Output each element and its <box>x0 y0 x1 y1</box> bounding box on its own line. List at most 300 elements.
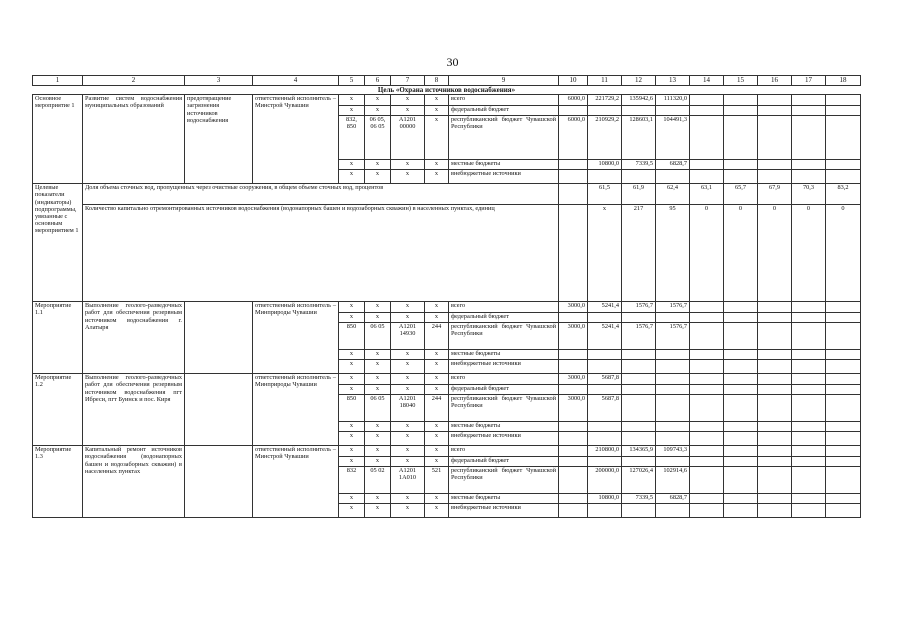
code-section: 06 05 <box>365 323 391 350</box>
funding-value: 10800,0 <box>588 160 622 170</box>
funding-value <box>724 95 758 106</box>
code-type: 521 <box>425 467 449 494</box>
code-grbs: x <box>339 457 365 467</box>
funding-value <box>690 106 724 116</box>
code-section: 06 05 <box>365 395 391 422</box>
code-type: x <box>425 95 449 106</box>
funding-value <box>792 160 826 170</box>
code-section: x <box>365 106 391 116</box>
funding-source: местные бюджеты <box>449 494 559 504</box>
funding-value <box>826 494 861 504</box>
funding-value <box>690 457 724 467</box>
funding-value: 5687,8 <box>588 395 622 422</box>
funding-value <box>826 106 861 116</box>
funding-value <box>559 467 588 494</box>
code-grbs: x <box>339 350 365 360</box>
funding-value: 3000,0 <box>559 395 588 422</box>
funding-source: федеральный бюджет <box>449 457 559 467</box>
code-target: x <box>391 385 425 395</box>
activity-label: Мероприятие 1.3 <box>33 446 83 518</box>
funding-source: внебюджетные источники <box>449 432 559 446</box>
funding-value: 210929,2 <box>588 116 622 160</box>
code-type: x <box>425 457 449 467</box>
column-number: 1 <box>33 76 83 86</box>
activity-purpose: предотвращение загрязнения источников водоснабжения <box>185 95 253 184</box>
column-number: 13 <box>656 76 690 86</box>
funding-value <box>559 494 588 504</box>
column-number: 16 <box>758 76 792 86</box>
funding-value <box>724 302 758 313</box>
code-grbs: x <box>339 494 365 504</box>
funding-value <box>724 395 758 422</box>
funding-value <box>758 385 792 395</box>
funding-value <box>826 432 861 446</box>
column-number: 18 <box>826 76 861 86</box>
activity-executor: ответственный исполнитель – Минстрой Чувашии <box>253 95 339 184</box>
funding-source: республиканский бюджет Чувашской Республики <box>449 467 559 494</box>
funding-value <box>758 302 792 313</box>
code-section: x <box>365 504 391 518</box>
code-grbs: 832, 850 <box>339 116 365 160</box>
code-grbs: x <box>339 432 365 446</box>
funding-value <box>826 313 861 323</box>
funding-value: 7339,5 <box>622 494 656 504</box>
funding-value: 1576,7 <box>622 302 656 313</box>
code-grbs: x <box>339 170 365 184</box>
indicator-value: 83,2 <box>826 184 861 205</box>
funding-value <box>758 313 792 323</box>
code-type: x <box>425 313 449 323</box>
activity-executor: ответственный исполнитель – Минприроды Чувашии <box>253 302 339 374</box>
funding-value: 5241,4 <box>588 302 622 313</box>
funding-value <box>724 116 758 160</box>
funding-value: 5687,8 <box>588 374 622 385</box>
code-section: x <box>365 494 391 504</box>
funding-value <box>656 170 690 184</box>
funding-value: 3000,0 <box>559 374 588 385</box>
code-target: x <box>391 494 425 504</box>
indicator-value: 217 <box>622 205 656 302</box>
code-grbs: x <box>339 313 365 323</box>
funding-value <box>724 374 758 385</box>
funding-value: 1576,7 <box>622 323 656 350</box>
budget-row <box>33 302 861 313</box>
funding-value <box>758 170 792 184</box>
funding-value <box>724 467 758 494</box>
activity-label: Мероприятие 1.2 <box>33 374 83 446</box>
code-type: x <box>425 422 449 432</box>
funding-value <box>656 432 690 446</box>
code-grbs: x <box>339 360 365 374</box>
funding-value <box>656 422 690 432</box>
indicator-value: 70,3 <box>792 184 826 205</box>
funding-value: 1576,7 <box>656 302 690 313</box>
code-section: x <box>365 432 391 446</box>
code-target: A1201 14930 <box>391 323 425 350</box>
budget-row <box>33 95 861 106</box>
code-type: 244 <box>425 395 449 422</box>
activity-executor: ответственный исполнитель – Минприроды Чувашии <box>253 374 339 446</box>
funding-value <box>758 350 792 360</box>
funding-value <box>826 395 861 422</box>
funding-value <box>792 457 826 467</box>
code-type: 244 <box>425 323 449 350</box>
activity-name: Развитие систем водоснабжения муниципальных образований <box>83 95 185 184</box>
code-target: x <box>391 350 425 360</box>
funding-value <box>758 374 792 385</box>
code-section: x <box>365 422 391 432</box>
code-type: x <box>425 360 449 374</box>
funding-value <box>588 313 622 323</box>
funding-value <box>690 432 724 446</box>
funding-value <box>690 504 724 518</box>
funding-source: всего <box>449 302 559 313</box>
column-number: 14 <box>690 76 724 86</box>
funding-value <box>656 395 690 422</box>
funding-value <box>758 106 792 116</box>
indicator-text: Доля объема сточных вод, пропущенных через очистные сооружения, в общем объеме сточных вод, процентов <box>83 184 559 205</box>
column-number: 11 <box>588 76 622 86</box>
column-number: 15 <box>724 76 758 86</box>
header-row <box>33 76 861 86</box>
funding-value <box>690 116 724 160</box>
funding-value <box>826 422 861 432</box>
code-type: x <box>425 116 449 160</box>
funding-value <box>559 360 588 374</box>
funding-value <box>588 385 622 395</box>
goal-row <box>33 86 861 95</box>
code-target: x <box>391 457 425 467</box>
code-section: x <box>365 160 391 170</box>
code-type: x <box>425 504 449 518</box>
activity-label: Основное мероприятие 1 <box>33 95 83 184</box>
funding-value <box>792 494 826 504</box>
funding-value <box>690 385 724 395</box>
funding-value <box>758 457 792 467</box>
code-grbs: 850 <box>339 395 365 422</box>
code-grbs: x <box>339 95 365 106</box>
funding-value <box>588 432 622 446</box>
funding-value <box>826 170 861 184</box>
funding-value <box>622 106 656 116</box>
funding-value <box>690 323 724 350</box>
indicator-value: 0 <box>690 205 724 302</box>
funding-value <box>724 350 758 360</box>
funding-value <box>792 302 826 313</box>
funding-value <box>656 385 690 395</box>
funding-value <box>724 360 758 374</box>
code-grbs: x <box>339 385 365 395</box>
funding-value <box>559 457 588 467</box>
indicator-value: 65,7 <box>724 184 758 205</box>
funding-value <box>826 116 861 160</box>
code-section: x <box>365 350 391 360</box>
funding-value: 6000,0 <box>559 116 588 160</box>
indicator-value: 67,9 <box>758 184 792 205</box>
funding-value <box>690 302 724 313</box>
code-section: 05 02 <box>365 467 391 494</box>
column-number: 4 <box>253 76 339 86</box>
funding-value <box>724 385 758 395</box>
funding-source: местные бюджеты <box>449 350 559 360</box>
column-number: 2 <box>83 76 185 86</box>
funding-value <box>656 457 690 467</box>
code-grbs: x <box>339 374 365 385</box>
budget-row <box>33 374 861 385</box>
funding-value: 102914,6 <box>656 467 690 494</box>
funding-value <box>656 313 690 323</box>
code-target: x <box>391 360 425 374</box>
funding-value <box>724 432 758 446</box>
activity-label: Мероприятие 1.1 <box>33 302 83 374</box>
code-target: x <box>391 302 425 313</box>
code-target: x <box>391 95 425 106</box>
code-grbs: x <box>339 106 365 116</box>
funding-value <box>559 170 588 184</box>
activity-name: Капитальный ремонт источников водоснабжения (водонапорных башен и водозаборных скважин) в населенных пунктах <box>83 446 185 518</box>
indicator-value: 0 <box>826 205 861 302</box>
funding-value <box>792 350 826 360</box>
funding-value: 5241,4 <box>588 323 622 350</box>
code-type: x <box>425 106 449 116</box>
code-target: A1201 1A010 <box>391 467 425 494</box>
funding-value <box>792 95 826 106</box>
funding-value <box>588 170 622 184</box>
funding-source: местные бюджеты <box>449 422 559 432</box>
funding-value <box>724 446 758 457</box>
indicator-value: 62,4 <box>656 184 690 205</box>
activity-name: Выполнение геолого-разведочных работ для обеспечения резервным источником водоснабжения пгт Ибреси, пгт Буинск и пос. Киря <box>83 374 185 446</box>
code-type: x <box>425 302 449 313</box>
funding-value <box>559 432 588 446</box>
column-number: 5 <box>339 76 365 86</box>
funding-value: 1576,7 <box>656 323 690 350</box>
funding-source: внебюджетные источники <box>449 504 559 518</box>
code-grbs: 850 <box>339 323 365 350</box>
funding-value <box>690 446 724 457</box>
code-target: x <box>391 446 425 457</box>
code-grbs: x <box>339 160 365 170</box>
funding-value: 221729,2 <box>588 95 622 106</box>
code-grbs: 832 <box>339 467 365 494</box>
funding-value <box>724 457 758 467</box>
column-number: 7 <box>391 76 425 86</box>
funding-value <box>559 422 588 432</box>
funding-value: 6828,7 <box>656 160 690 170</box>
funding-value <box>826 323 861 350</box>
funding-value <box>622 360 656 374</box>
funding-value <box>622 422 656 432</box>
funding-value <box>588 422 622 432</box>
code-type: x <box>425 350 449 360</box>
indicators-label: Целевые показатели (индикаторы) подпрограммы, увязанные с основным мероприятием 1 <box>33 184 83 302</box>
indicator-value: 0 <box>758 205 792 302</box>
funding-value: 6000,0 <box>559 95 588 106</box>
funding-value <box>622 170 656 184</box>
funding-value <box>792 360 826 374</box>
funding-source: всего <box>449 95 559 106</box>
funding-value <box>758 494 792 504</box>
column-number: 8 <box>425 76 449 86</box>
code-type: x <box>425 170 449 184</box>
code-section: x <box>365 374 391 385</box>
indicator-value: 0 <box>724 205 758 302</box>
funding-value: 127026,4 <box>622 467 656 494</box>
funding-value: 7339,5 <box>622 160 656 170</box>
funding-value <box>690 360 724 374</box>
program-table <box>32 75 861 518</box>
funding-value <box>792 106 826 116</box>
code-section: x <box>365 457 391 467</box>
code-target: x <box>391 374 425 385</box>
funding-value <box>792 395 826 422</box>
funding-value <box>792 170 826 184</box>
code-target: x <box>391 313 425 323</box>
funding-value: 104491,3 <box>656 116 690 160</box>
code-target: x <box>391 106 425 116</box>
column-number: 10 <box>559 76 588 86</box>
funding-value <box>656 504 690 518</box>
funding-value <box>622 385 656 395</box>
funding-value <box>792 446 826 457</box>
indicator-value: 61,9 <box>622 184 656 205</box>
funding-value <box>792 504 826 518</box>
column-number: 17 <box>792 76 826 86</box>
funding-value <box>559 385 588 395</box>
funding-value <box>792 323 826 350</box>
code-target: A1201 00000 <box>391 116 425 160</box>
funding-source: республиканский бюджет Чувашской Республики <box>449 116 559 160</box>
funding-value <box>724 160 758 170</box>
funding-value <box>690 467 724 494</box>
funding-value <box>724 494 758 504</box>
funding-value <box>758 95 792 106</box>
funding-value <box>826 95 861 106</box>
funding-value <box>656 360 690 374</box>
funding-value <box>690 170 724 184</box>
funding-value: 6828,7 <box>656 494 690 504</box>
funding-value: 111320,0 <box>656 95 690 106</box>
funding-value <box>690 395 724 422</box>
funding-value <box>826 385 861 395</box>
funding-value <box>826 360 861 374</box>
activity-purpose <box>185 374 253 446</box>
funding-value <box>758 467 792 494</box>
funding-value: 10800,0 <box>588 494 622 504</box>
funding-value: 135942,6 <box>622 95 656 106</box>
funding-value <box>758 160 792 170</box>
code-section: x <box>365 95 391 106</box>
funding-value <box>758 323 792 350</box>
funding-value <box>559 504 588 518</box>
funding-value <box>792 432 826 446</box>
funding-value <box>690 374 724 385</box>
code-type: x <box>425 385 449 395</box>
funding-value <box>724 106 758 116</box>
funding-value <box>622 504 656 518</box>
funding-value <box>724 170 758 184</box>
goal-title: Цель «Охрана источников водоснабжения» <box>377 86 516 94</box>
funding-value <box>758 446 792 457</box>
funding-value <box>656 374 690 385</box>
indicator-value: 0 <box>792 205 826 302</box>
funding-value <box>656 350 690 360</box>
funding-value <box>792 116 826 160</box>
funding-value: 134365,9 <box>622 446 656 457</box>
column-number: 3 <box>185 76 253 86</box>
funding-source: всего <box>449 374 559 385</box>
code-target: x <box>391 422 425 432</box>
funding-value <box>622 350 656 360</box>
funding-value <box>826 446 861 457</box>
column-number: 9 <box>449 76 559 86</box>
funding-source: федеральный бюджет <box>449 106 559 116</box>
funding-value: 3000,0 <box>559 302 588 313</box>
page-number: 30 <box>446 55 459 69</box>
code-section: x <box>365 313 391 323</box>
code-type: x <box>425 494 449 504</box>
code-section: x <box>365 446 391 457</box>
funding-value <box>656 106 690 116</box>
funding-value <box>690 350 724 360</box>
funding-value <box>622 374 656 385</box>
funding-value <box>826 467 861 494</box>
column-number: 6 <box>365 76 391 86</box>
code-type: x <box>425 160 449 170</box>
funding-value <box>690 422 724 432</box>
funding-value <box>622 432 656 446</box>
activity-executor: ответственный исполнитель – Минстрой Чувашии <box>253 446 339 518</box>
funding-source: внебюджетные источники <box>449 360 559 374</box>
funding-value <box>792 374 826 385</box>
funding-source: федеральный бюджет <box>449 385 559 395</box>
indicator-blank <box>559 205 588 302</box>
funding-value: 200000,0 <box>588 467 622 494</box>
funding-value <box>588 106 622 116</box>
funding-source: местные бюджеты <box>449 160 559 170</box>
code-grbs: x <box>339 302 365 313</box>
code-target: x <box>391 432 425 446</box>
funding-value <box>690 494 724 504</box>
funding-value <box>559 350 588 360</box>
funding-value <box>559 313 588 323</box>
funding-value <box>826 374 861 385</box>
indicator-value: 61,5 <box>588 184 622 205</box>
funding-value <box>588 360 622 374</box>
funding-value <box>758 432 792 446</box>
funding-value <box>826 350 861 360</box>
funding-value <box>792 385 826 395</box>
funding-value <box>588 504 622 518</box>
funding-value <box>758 422 792 432</box>
funding-value <box>588 457 622 467</box>
funding-value <box>792 422 826 432</box>
code-grbs: x <box>339 422 365 432</box>
activity-purpose <box>185 302 253 374</box>
code-target: x <box>391 160 425 170</box>
indicator-blank <box>559 184 588 205</box>
funding-value <box>758 360 792 374</box>
column-number: 12 <box>622 76 656 86</box>
code-grbs: x <box>339 504 365 518</box>
funding-value <box>758 395 792 422</box>
funding-value <box>826 457 861 467</box>
funding-value <box>724 504 758 518</box>
funding-value <box>588 350 622 360</box>
funding-value <box>559 106 588 116</box>
funding-value <box>826 160 861 170</box>
funding-value <box>724 313 758 323</box>
